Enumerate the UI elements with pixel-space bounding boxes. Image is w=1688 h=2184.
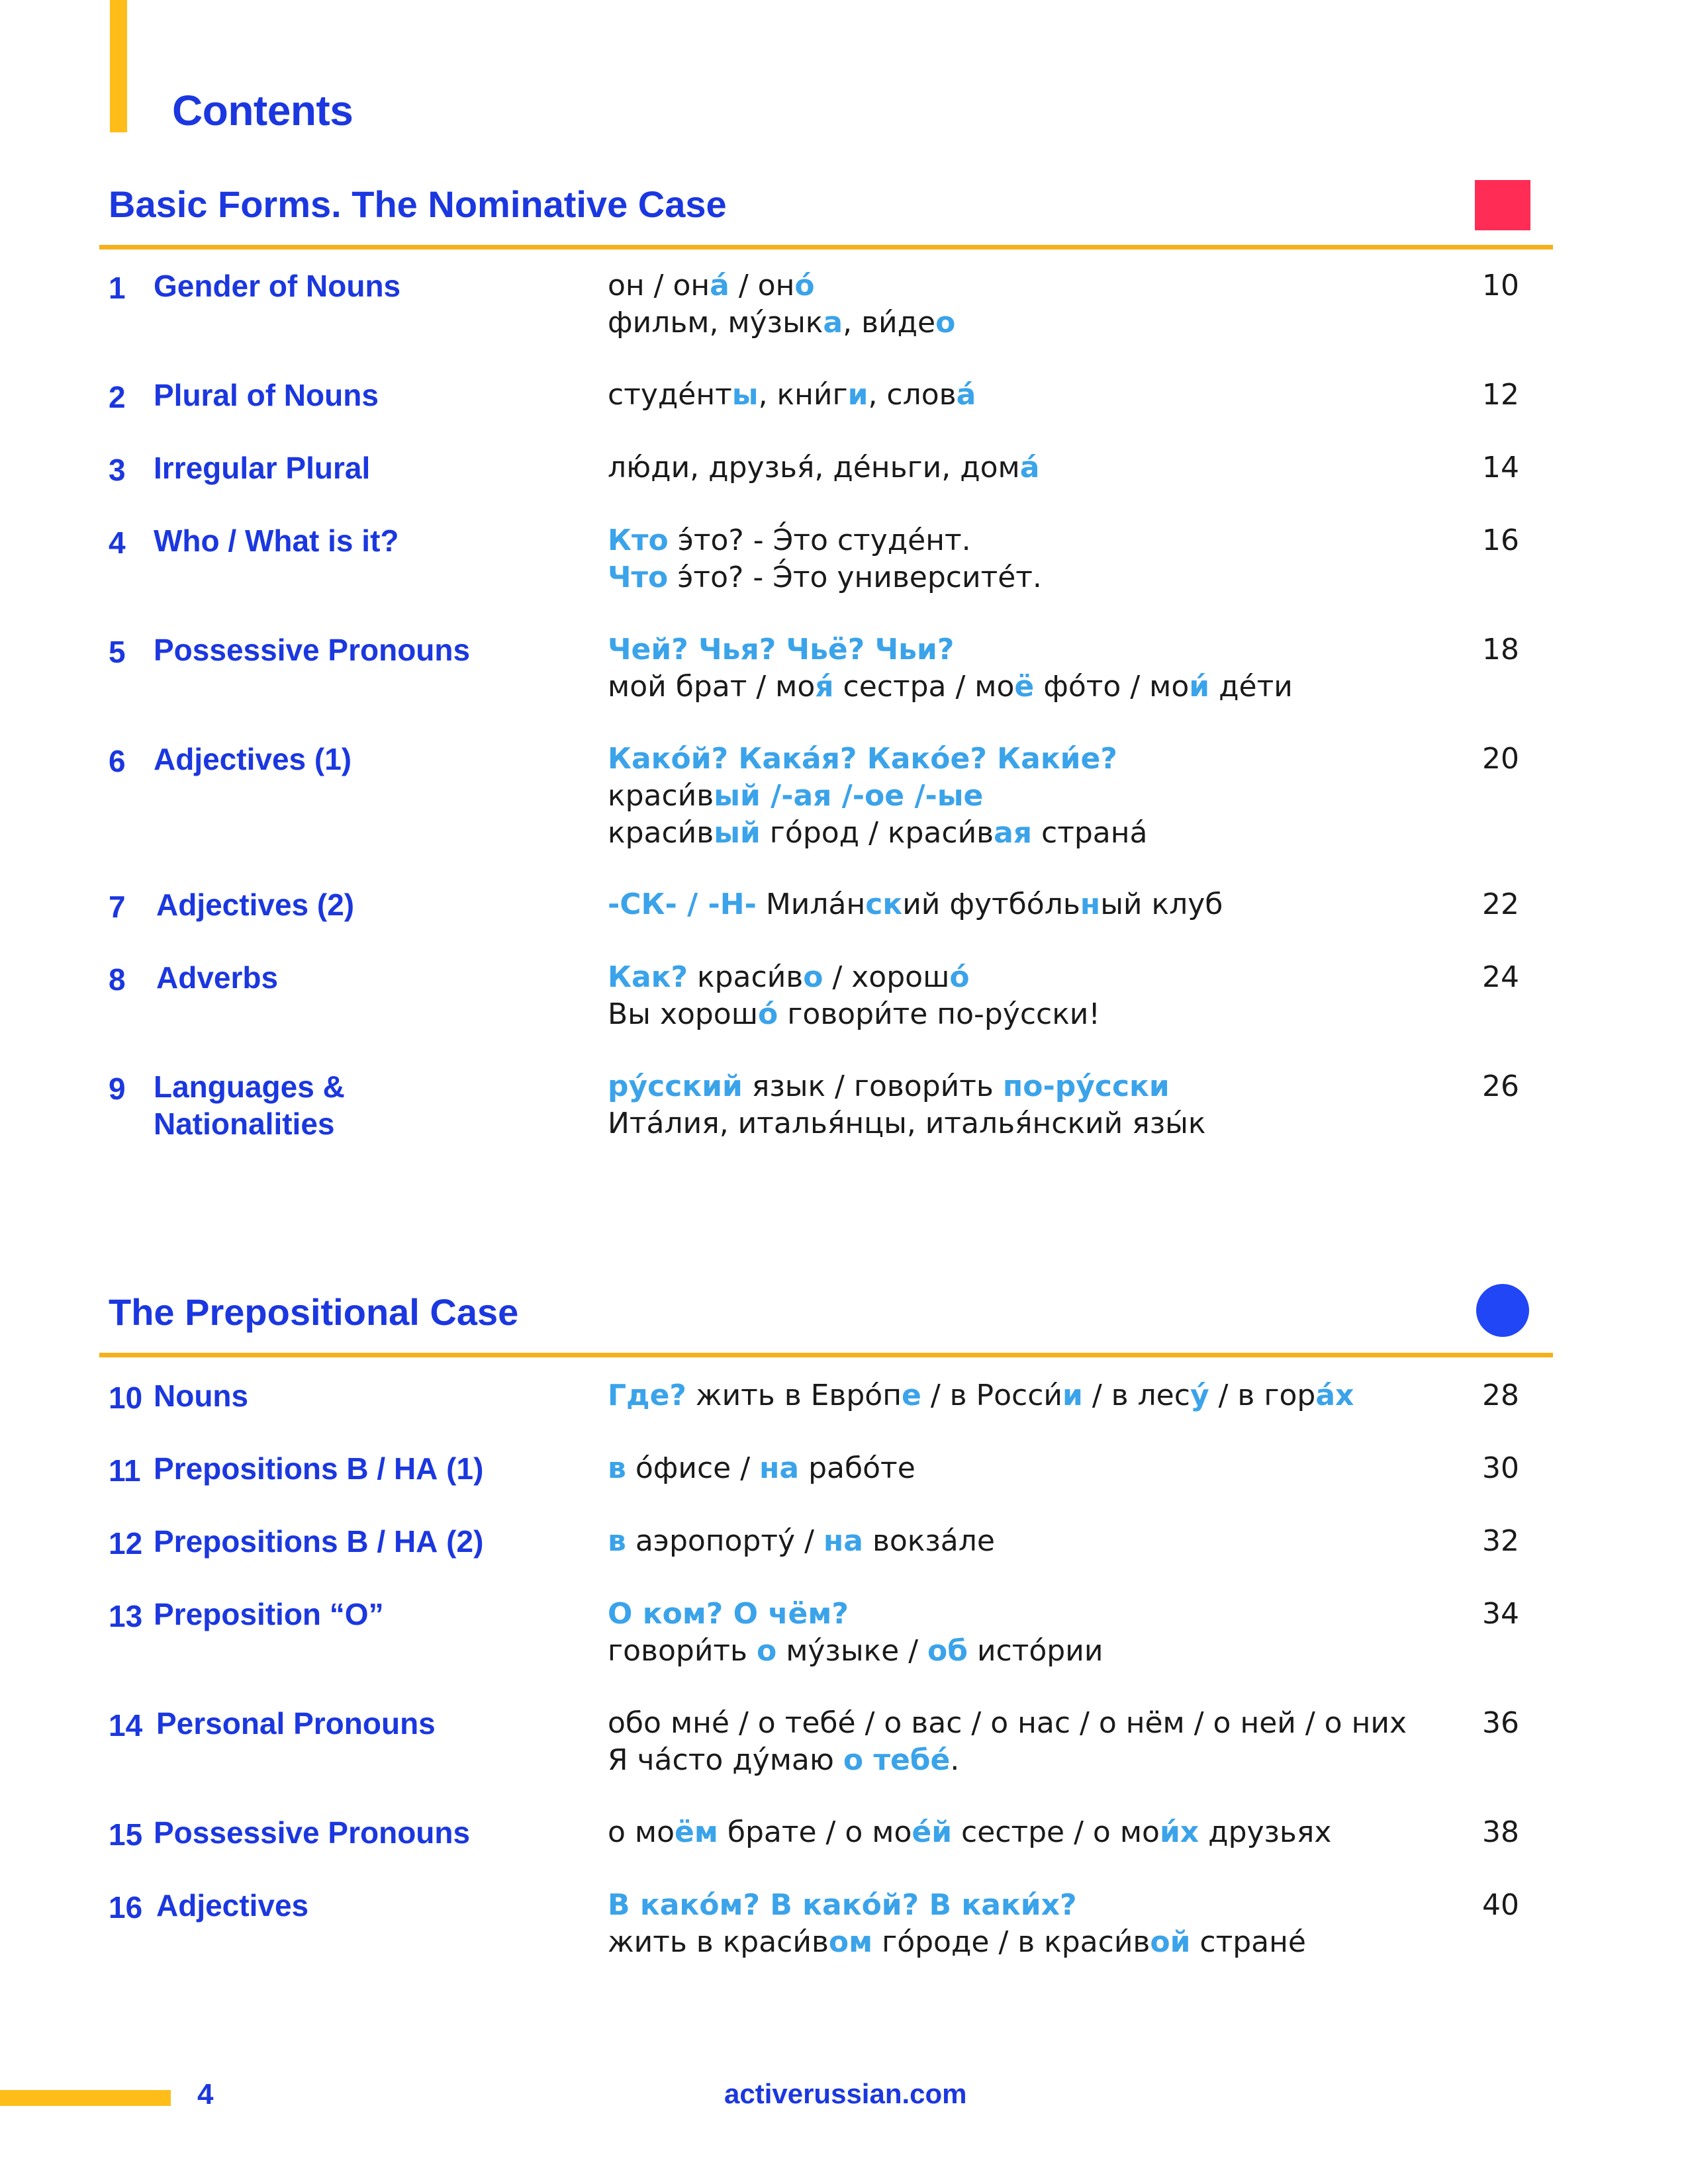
entry-number: 6: [109, 744, 126, 778]
entry-examples: [608, 1705, 1407, 1779]
example-line: Кто э́то? - Э́то студе́нт.: [608, 523, 971, 557]
entry-examples: [608, 741, 1147, 852]
entry-page-number: 28: [1482, 1379, 1519, 1412]
red-square-marker: [1475, 180, 1530, 230]
entry-examples: [608, 522, 1042, 596]
entry-examples: [608, 959, 1100, 1033]
entry-page-number: 12: [1482, 378, 1519, 412]
example-line: Чей? Чья? Чьё? Чьи?: [608, 633, 955, 666]
top-accent-bar: [110, 0, 127, 132]
entry-page-number: 40: [1482, 1888, 1519, 1922]
example-line: о моём брате / о мое́й сестре / о мои́х друзьях: [608, 1815, 1332, 1849]
entry-topic: Nouns: [154, 1379, 249, 1413]
example-line: в аэропорту́ / на вокза́ле: [608, 1524, 995, 1558]
entry-topic: Adjectives (1): [154, 742, 352, 776]
entry-examples: [608, 1596, 1103, 1670]
entry-topic: Gender of Nouns: [154, 269, 401, 303]
entry-number: 7: [109, 889, 126, 924]
entry-number: 2: [109, 380, 126, 414]
entry-examples: [608, 1814, 1331, 1851]
entry-number: 4: [109, 525, 126, 560]
section-title-prepositional: The Prepositional Case: [109, 1291, 519, 1333]
entry-examples: [608, 449, 1039, 486]
entry-page-number: 30: [1482, 1451, 1519, 1485]
example-line: фильм, му́зыка, ви́део: [608, 306, 956, 340]
entry-topic: Prepositions В / НА (1): [154, 1451, 484, 1486]
example-line: Како́й? Кака́я? Како́е? Каки́е?: [608, 742, 1117, 776]
example-line: -СК- / -Н- Мила́нский футбо́льный клуб: [608, 887, 1223, 921]
footer-page-number: 4: [197, 2078, 214, 2111]
entry-topic: Possessive Pronouns: [154, 1815, 471, 1850]
entry-examples: [608, 1068, 1205, 1142]
entry-number: 10: [109, 1381, 143, 1415]
entry-examples: [608, 1887, 1306, 1961]
example-line: О ком? О чём?: [608, 1597, 849, 1631]
entry-number: 5: [109, 635, 126, 669]
entry-topic: Prepositions В / НА (2): [154, 1524, 484, 1559]
entry-topic: Who / What is it?: [154, 523, 399, 558]
entry-page-number: 26: [1482, 1069, 1519, 1103]
entry-number: 13: [109, 1599, 143, 1633]
entry-topic: Adjectives: [156, 1888, 309, 1923]
entry-page-number: 24: [1482, 960, 1519, 994]
entry-topic: Adverbs: [156, 960, 279, 995]
section-divider: [99, 245, 1553, 250]
entry-topic: Plural of Nouns: [154, 378, 379, 412]
entry-examples: [608, 631, 1293, 705]
entry-examples: [608, 377, 976, 414]
example-line: Вы хорошо́ говори́те по-ру́сски!: [608, 997, 1101, 1031]
entry-topic: Irregular Plural: [154, 451, 371, 485]
entry-page-number: 32: [1482, 1524, 1519, 1558]
example-line: Я ча́сто ду́маю о тебе́.: [608, 1743, 960, 1777]
entry-examples: [608, 1523, 995, 1560]
section-divider: [99, 1353, 1553, 1357]
entry-page-number: 36: [1482, 1706, 1519, 1740]
entry-examples: [608, 1450, 915, 1487]
section-title-nominative: Basic Forms. The Nominative Case: [109, 183, 727, 225]
example-line: жить в краси́вом го́роде / в краси́вой стране́: [608, 1925, 1306, 1959]
example-line: краси́вый /-ая /-ое /-ые: [608, 779, 984, 813]
entry-topic: Personal Pronouns: [156, 1706, 436, 1741]
entry-number: 11: [109, 1453, 141, 1488]
example-line: В како́м? В како́й? В каки́х?: [608, 1888, 1077, 1922]
example-line: мой брат / моя́ сестра / моё фо́то / мои́ де́ти: [608, 670, 1293, 704]
entry-page-number: 22: [1482, 887, 1519, 921]
entry-examples: [608, 1377, 1354, 1414]
entry-number: 9: [109, 1071, 126, 1106]
entry-number: 15: [109, 1817, 143, 1852]
example-line: обо мне́ / о тебе́ / о вас / о нас / о нём / о ней / о них: [608, 1706, 1407, 1740]
entry-number: 12: [109, 1526, 143, 1561]
entry-page-number: 38: [1482, 1815, 1519, 1849]
example-line: лю́ди, друзья́, де́ньги, дома́: [608, 451, 1040, 484]
entry-page-number: 18: [1482, 633, 1519, 666]
example-line: Ита́лия, италья́нцы, италья́нский язы́к: [608, 1107, 1206, 1140]
entry-number: 16: [109, 1890, 143, 1925]
example-line: Где? жить в Евро́пе / в Росси́и / в лесу́ / в гора́х: [608, 1379, 1354, 1412]
entry-page-number: 16: [1482, 523, 1519, 557]
example-line: в о́фисе / на рабо́те: [608, 1451, 915, 1485]
footer-website-link[interactable]: activerussian.com: [724, 2078, 967, 2109]
entry-number: 1: [109, 271, 126, 305]
entry-page-number: 34: [1482, 1597, 1519, 1631]
example-line: студе́нты, кни́ги, слова́: [608, 378, 976, 412]
example-line: Как? краси́во / хорошо́: [608, 960, 970, 994]
entry-page-number: 20: [1482, 742, 1519, 776]
entry-page-number: 10: [1482, 269, 1519, 302]
entry-number: 3: [109, 453, 126, 487]
entry-topic: Preposition “О”: [154, 1597, 384, 1631]
entry-examples: [608, 267, 955, 341]
blue-dot-marker: [1476, 1284, 1529, 1337]
entry-number: 8: [109, 962, 126, 997]
entry-page-number: 14: [1482, 451, 1519, 484]
entry-topic: Languages & Nationalities: [154, 1069, 345, 1141]
entry-topic: Adjectives (2): [156, 887, 355, 922]
example-line: Что э́то? - Э́то университе́т.: [608, 561, 1042, 594]
footer-accent-bar: [0, 2090, 171, 2106]
entry-examples: [608, 886, 1223, 923]
example-line: он / она́ / оно́: [608, 269, 815, 302]
page-title: Contents: [172, 87, 353, 134]
example-line: краси́вый го́род / краси́вая страна́: [608, 816, 1148, 850]
entry-number: 14: [109, 1708, 143, 1743]
example-line: говори́ть о му́зыке / об исто́рии: [608, 1634, 1103, 1668]
example-line: ру́сский язык / говори́ть по-ру́сски: [608, 1069, 1170, 1103]
entry-topic: Possessive Pronouns: [154, 633, 471, 667]
